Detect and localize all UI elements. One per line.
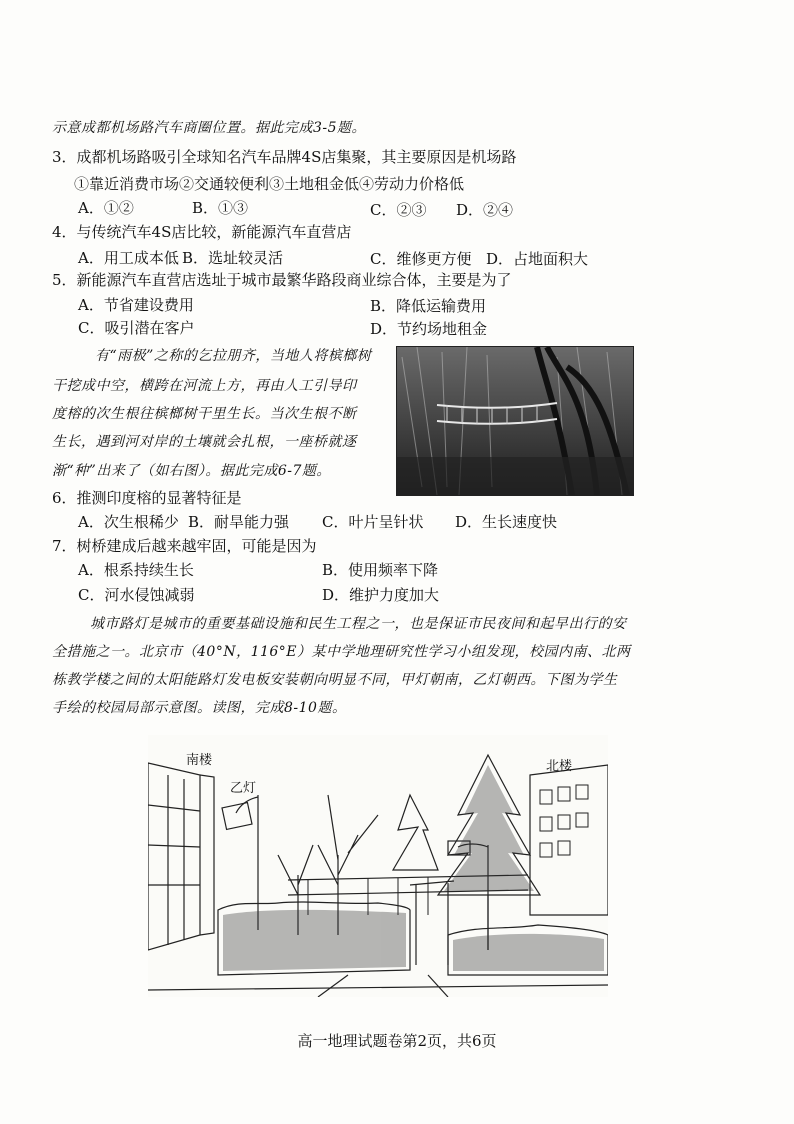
root-bridge-photo xyxy=(396,346,634,496)
q7-option-c[interactable]: C．河水侵蚀减弱 xyxy=(78,586,195,604)
q4-option-d[interactable]: D．占地面积大 xyxy=(486,250,589,268)
q5-option-c[interactable]: C．吸引潜在客户 xyxy=(78,319,195,337)
q5-stem: 5．新能源汽车直营店选址于城市最繁华路段商业综合体，主要是为了 xyxy=(52,271,512,289)
q7-option-a[interactable]: A．根系持续生长 xyxy=(78,561,194,579)
q5-option-a[interactable]: A．节省建设费用 xyxy=(78,296,194,314)
q5-option-b[interactable]: B．降低运输费用 xyxy=(370,297,487,315)
north-building-label: 北楼 xyxy=(546,759,573,774)
q3-option-b[interactable]: B．①③ xyxy=(192,199,249,217)
q7-stem: 7．树桥建成后越来越牢固，可能是因为 xyxy=(52,537,317,555)
passage3-line-1: 城市路灯是城市的重要基础设施和民生工程之一，也是保证市民夜间和起早出行的安 xyxy=(90,616,627,632)
passage3-line-3: 栋教学楼之间的太阳能路灯发电板安装朝向明显不同，甲灯朝南，乙灯朝西。下图为学生 xyxy=(52,672,618,688)
campus-sketch xyxy=(148,735,608,997)
q7-option-b[interactable]: B．使用频率下降 xyxy=(322,561,439,579)
passage2-line-4: 生长，遇到河对岸的土壤就会扎根，一座桥就逐 xyxy=(52,434,357,450)
passage3-line-2: 全措施之一。北京市（40°N，116°E）某中学地理研究性学习小组发现，校园内南、北两 xyxy=(52,644,631,660)
q3-items: ①靠近消费市场②交通较便利③土地租金低④劳动力价格低 xyxy=(74,175,465,193)
q4-option-b[interactable]: B．选址较灵活 xyxy=(182,249,284,267)
passage2-line-2: 干挖成中空，横跨在河流上方，再由人工引导印 xyxy=(52,378,357,394)
intro-text: 示意成都机场路汽车商圈位置。据此完成3-5题。 xyxy=(52,120,367,136)
page-footer: 高一地理试题卷第2页，共6页 xyxy=(297,1032,497,1050)
q5-option-d[interactable]: D．节约场地租金 xyxy=(370,320,488,338)
q4-stem: 4．与传统汽车4S店比较，新能源汽车直营店 xyxy=(52,223,352,241)
campus-sketch-drawing xyxy=(148,735,608,997)
root-bridge-image xyxy=(397,347,633,495)
south-building-label: 南楼 xyxy=(186,753,213,768)
q6-stem: 6．推测印度榕的显著特征是 xyxy=(52,489,242,507)
q3-option-d[interactable]: D．②④ xyxy=(456,201,514,219)
passage3-line-4: 手绘的校园局部示意图。读图，完成8-10题。 xyxy=(52,700,347,716)
q6-option-d[interactable]: D．生长速度快 xyxy=(455,513,558,531)
passage2-line-3: 度榕的次生根往槟榔树干里生长。当次生根不断 xyxy=(52,406,357,422)
q6-option-b[interactable]: B．耐旱能力强 xyxy=(188,513,290,531)
q7-option-d[interactable]: D．维护力度加大 xyxy=(322,586,440,604)
passage2-line-5: 渐“种”出来了（如右图）。据此完成6-7题。 xyxy=(52,463,331,479)
q4-option-a[interactable]: A．用工成本低 xyxy=(78,249,179,267)
q6-option-a[interactable]: A．次生根稀少 xyxy=(78,513,179,531)
lamp-b-label: 乙灯 xyxy=(230,781,257,796)
q3-stem: 3．成都机场路吸引全球知名汽车品牌4S店集聚，其主要原因是机场路 xyxy=(52,148,517,166)
q3-option-a[interactable]: A．①② xyxy=(78,199,134,217)
q6-option-c[interactable]: C．叶片呈针状 xyxy=(322,513,424,531)
passage2-line-1: 有“雨极”之称的乞拉朋齐，当地人将槟榔树 xyxy=(95,348,372,364)
q4-option-c[interactable]: C．维修更方便 xyxy=(370,250,472,268)
q3-option-c[interactable]: C．②③ xyxy=(370,201,427,219)
